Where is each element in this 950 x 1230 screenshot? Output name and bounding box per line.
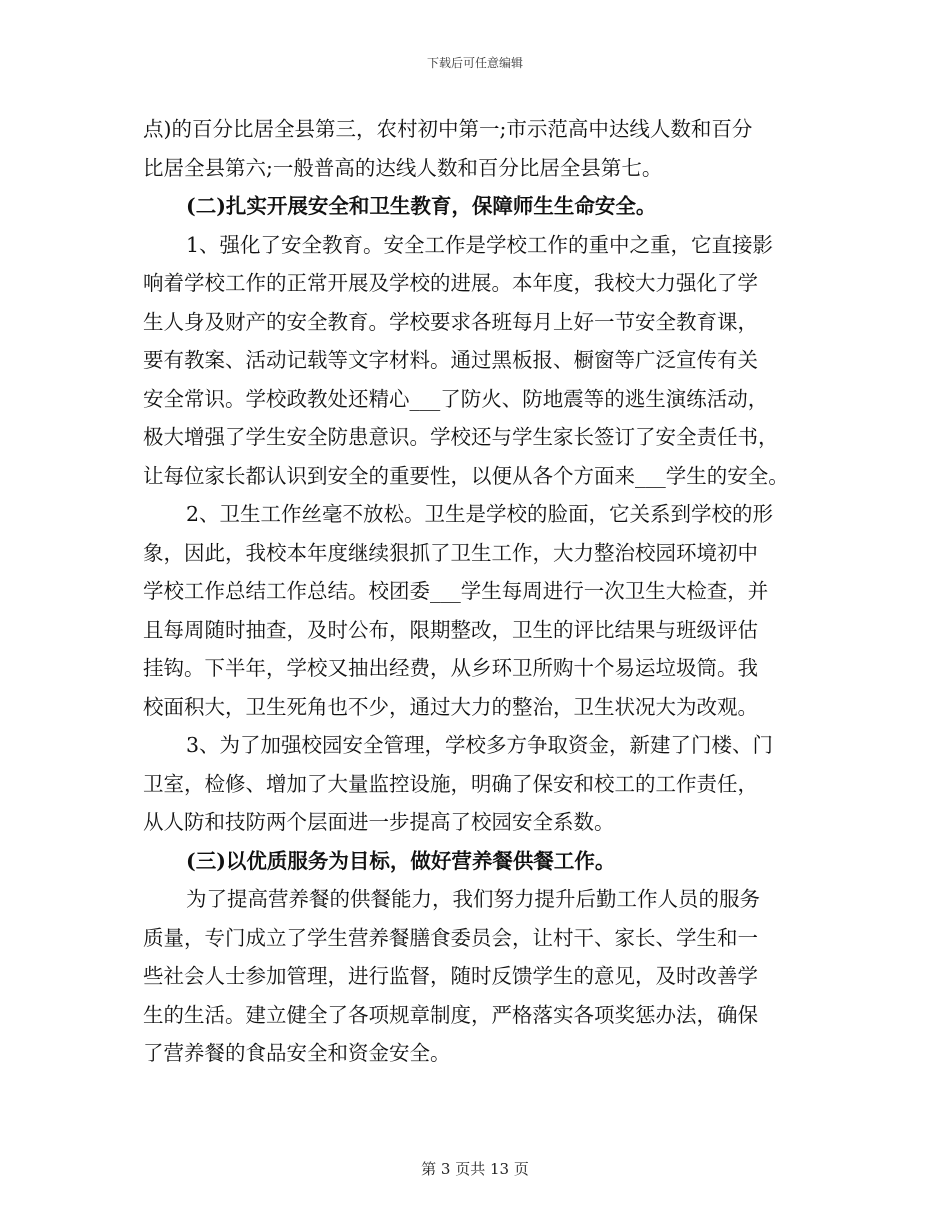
paragraph-line: 象，因此，我校本年度继续狠抓了卫生工作，大力整治校园环境初中 (143, 540, 758, 565)
paragraph-line: 2、卫生工作丝毫不放松。卫生是学校的脸面，它关系到学校的形 (186, 502, 774, 526)
paragraph-line: 校面积大，卫生死角也不少，通过大力的整治，卫生状况大为改观。 (143, 694, 758, 719)
paragraph-line: 学校工作总结工作总结。校团委___学生每周进行一次卫生大检查，并 (143, 579, 769, 603)
paragraph-line: 卫室，检修、增加了大量监控设施，明确了保安和校工的工作责任， (143, 771, 758, 796)
paragraph-line: 挂钩。下半年，学校又抽出经费，从乡环卫所购十个易运垃圾筒。我 (143, 656, 758, 680)
page-footer: 第 3 页共 13 页 (421, 1160, 529, 1178)
paragraph-line: 极大增强了学生安全防患意识。学校还与学生家长签订了安全责任书， (143, 425, 779, 449)
section-heading: (三)以优质服务为目标，做好营养餐供餐工作。 (186, 848, 616, 873)
paragraph-line: 生人身及财产的安全教育。学校要求各班每月上好一节安全教育课， (143, 309, 758, 334)
paragraph-line: 让每位家长都认识到安全的重要性，以便从各个方面来___学生的安全。 (143, 463, 789, 488)
paragraph-line: 生的生活。建立健全了各项规章制度，严格落实各项奖惩办法，确保 (143, 1002, 758, 1027)
paragraph-line: 要有教案、活动记载等文字材料。通过黑板报、橱窗等广泛宣传有关 (143, 348, 758, 372)
paragraph-line: 1、强化了安全教育。安全工作是学校工作的重中之重，它直接影 (186, 232, 774, 257)
paragraph-line: 从人防和技防两个层面进一步提高了校园安全系数。 (143, 810, 615, 834)
paragraph-line: 响着学校工作的正常开展及学校的进展。本年度，我校大力强化了学 (143, 271, 758, 295)
document-body (143, 110, 808, 1073)
paragraph-line: 些社会人士参加管理，进行监督，随时反馈学生的意见，及时改善学 (143, 964, 758, 988)
paragraph-line: 了营养餐的食品安全和资金安全。 (143, 1041, 451, 1065)
paragraph-line: 比居全县第六;一般普高的达线人数和百分比居全县第七。 (143, 155, 663, 180)
paragraph-line: 质量，专门成立了学生营养餐膳食委员会，让村干、家长、学生和一 (143, 925, 758, 950)
page-header: 下载后可任意编辑 (426, 56, 523, 70)
paragraph-line: 且每周随时抽查，及时公布，限期整改，卫生的评比结果与班级评估 (143, 617, 758, 642)
paragraph-line: 点)的百分比居全县第三，农村初中第一;市示范高中达线人数和百分 (143, 117, 753, 141)
paragraph-line: 为了提高营养餐的供餐能力，我们努力提升后勤工作人员的服务 (186, 887, 760, 911)
section-heading: (二)扎实开展安全和卫生教育，保障师生生命安全。 (186, 194, 657, 218)
paragraph-line: 3、为了加强校园安全管理，学校多方争取资金，新建了门楼、门 (186, 733, 774, 757)
paragraph-line: 安全常识。学校政教处还精心___了防火、防地震等的逃生演练活动， (143, 386, 769, 411)
